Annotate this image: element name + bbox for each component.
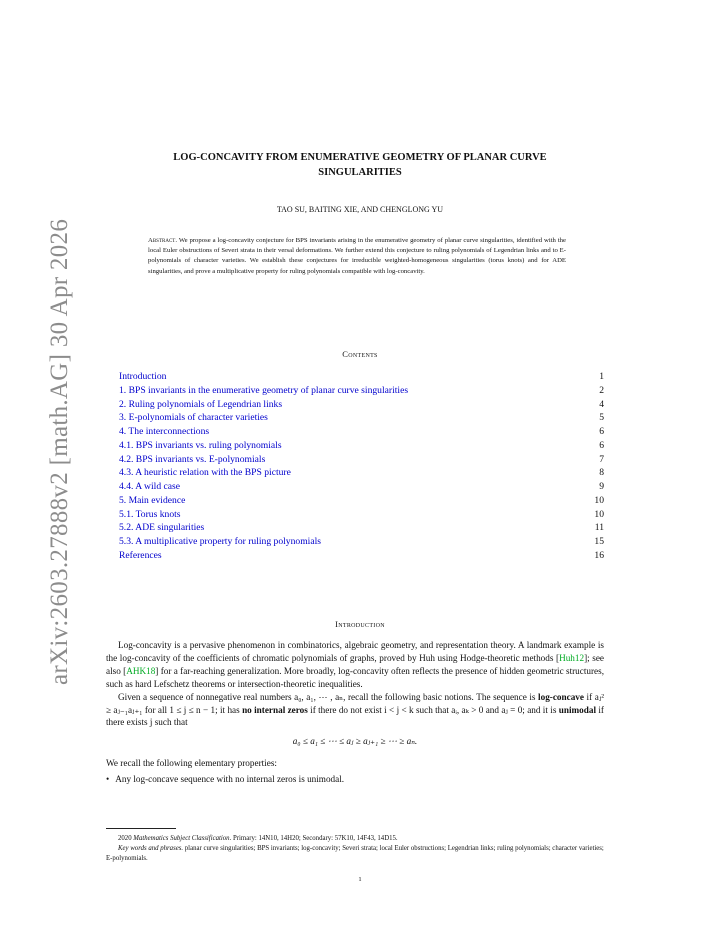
bullet-icon: •: [106, 774, 110, 784]
recall-sentence: We recall the following elementary properties:: [106, 758, 277, 768]
toc-entry-page: 10: [594, 508, 604, 520]
toc-entry[interactable]: [119, 508, 604, 522]
toc-entry-page: 9: [599, 481, 604, 492]
citation-link[interactable]: AHK18: [126, 665, 156, 676]
arxiv-stamp-text: arXiv:2603.27888v2 [math.AG] 30 Apr 2026: [46, 218, 73, 685]
toc-entry-page: 10: [594, 494, 604, 506]
toc-entry[interactable]: [119, 411, 604, 425]
toc-entry-title[interactable]: 4. The interconnections: [119, 426, 210, 437]
authors: TAO SU, BAITING XIE, AND CHENGLONG YU: [276, 205, 444, 214]
citation-link[interactable]: Huh12: [559, 652, 585, 663]
footnote-label: Mathematics Subject Classification.: [133, 835, 232, 842]
toc-entry-title[interactable]: 1. BPS invariants in the enumerative geometry of planar curve singularities: [119, 384, 409, 396]
toc-entry[interactable]: [119, 494, 604, 508]
toc-entry-page: 2: [599, 384, 604, 396]
toc-heading: Contents: [342, 349, 378, 359]
toc-entry-title[interactable]: 5.3. A multiplicative property for ruling polynomials: [119, 536, 321, 547]
toc-entry[interactable]: [119, 425, 604, 439]
toc-entry-page: 16: [594, 549, 604, 561]
display-equation: a₀ ≤ a₁ ≤ ⋯ ≤ aⱼ ≥ aⱼ₊₁ ≥ ⋯ ≥ aₙ.: [292, 736, 418, 746]
paragraph: [106, 639, 604, 691]
toc-entry-title[interactable]: Introduction: [119, 371, 167, 382]
toc-entry[interactable]: [119, 535, 604, 549]
text-run: if there exists j such that: [106, 704, 604, 728]
text-run: if aⱼ² ≥ aⱼ₋₁aⱼ₊₁ for all 1 ≤ j ≤ n − 1; it has: [106, 691, 604, 715]
toc-entry-page: 7: [599, 453, 604, 465]
abstract: [148, 236, 566, 277]
text-run: Given a sequence of nonnegative real numbers a₀, a₁, ⋯ , aₙ, recall the following basic notions. The sequence is: [118, 691, 539, 702]
text-run: Log-concavity is a pervasive phenomenon in combinatorics, algebraic geometry, and representation theory. A landmark example is the log-concavity of the coefficients of chromatic polynomials of graphs, proved by Huh using Hodge-theoretic methods [: [106, 640, 604, 663]
toc-entry[interactable]: [119, 453, 604, 467]
text-run: 2020: [118, 835, 134, 842]
toc-entry-page: 1: [599, 371, 604, 382]
toc-entry-title[interactable]: 4.2. BPS invariants vs. E-polynomials: [119, 453, 266, 465]
table-of-contents: [119, 370, 604, 563]
text-run: if there do not exist i < j < k such that aᵢ, aₖ > 0 and aⱼ = 0; and it is: [307, 704, 559, 715]
toc-entry[interactable]: [119, 480, 604, 494]
toc-entry-title[interactable]: 5.2. ADE singularities: [119, 522, 205, 534]
footnotes: [106, 834, 604, 864]
toc-entry-page: 6: [599, 426, 604, 437]
defined-term: no internal zeros: [242, 704, 308, 715]
toc-entry-page: 6: [599, 439, 604, 451]
toc-entry-page: 15: [594, 536, 604, 547]
toc-entry[interactable]: [119, 521, 604, 535]
toc-entry-title[interactable]: 4.4. A wild case: [119, 481, 181, 492]
footnote-keywords: [106, 844, 604, 864]
toc-entry[interactable]: [119, 370, 604, 384]
defined-term: log-concave: [538, 691, 584, 702]
toc-entry-title[interactable]: 4.1. BPS invariants vs. ruling polynomials: [119, 439, 282, 451]
toc-entry-page: 4: [599, 398, 604, 410]
bullet-text: Any log-concave sequence with no internal zeros is unimodal.: [115, 774, 345, 784]
toc-entry-title[interactable]: 5.1. Torus knots: [119, 508, 181, 520]
title-line-2: SINGULARITIES: [318, 167, 402, 178]
toc-entry[interactable]: [119, 466, 604, 480]
section-heading-introduction: Introduction: [335, 619, 385, 629]
introduction-body: [106, 639, 604, 729]
text-run: Primary: 14N10, 14H20; Secondary: 57K10, 14F43, 14D15.: [231, 835, 398, 842]
toc-entry-page: 8: [599, 467, 604, 479]
title-line-1: LOG-CONCAVITY FROM ENUMERATIVE GEOMETRY OF PLANAR CURVE: [173, 152, 547, 163]
text-run: ] for a far-reaching generalization. More broadly, log-concavity often reflects the presence of hidden geometric structures, such as hard Lefschetz theorems or intersection-theoretic inequalities.: [106, 665, 605, 689]
text-run: planar curve singularities; BPS invariants; log-concavity; Severi strata; local Euler obstructions; Legendrian links; ruling polynomials; character varieties; E-polynomials.: [106, 845, 604, 862]
abstract-text: We propose a log-concavity conjecture for BPS invariants arising in the enumerative geometry of planar curve singularities, identified with the local Euler obstructions of Severi strata in their versal deformations. We further extend this conjecture to ruling polynomials of Legendrian links and to E-polynomials of character varieties. We establish these conjectures for irreducible weighted-homogeneous singularities (torus knots) and for ADE singularities, and prove a multiplicative property for ruling polynomials compatible with log-concavity.: [148, 237, 566, 275]
paragraph: [106, 691, 604, 730]
defined-term: unimodal: [558, 704, 597, 715]
toc-entry-title[interactable]: References: [119, 549, 162, 561]
paper-title: [100, 150, 620, 180]
toc-entry-title[interactable]: 3. E-polynomials of character varieties: [119, 412, 268, 424]
footnote-divider: [106, 828, 176, 829]
text-run: ]; see also [: [106, 652, 605, 676]
footnote-label: Key words and phrases.: [118, 845, 184, 852]
abstract-label: Abstract.: [148, 237, 178, 244]
toc-entry-title[interactable]: 5. Main evidence: [119, 494, 186, 506]
footnote-msc: [106, 834, 604, 844]
toc-entry-page: 5: [599, 412, 604, 424]
toc-entry[interactable]: [119, 439, 604, 453]
arxiv-identifier-stamp: [6, 218, 73, 685]
page-number: 1: [358, 876, 362, 883]
toc-entry[interactable]: [119, 398, 604, 412]
toc-entry-title[interactable]: 2. Ruling polynomials of Legendrian links: [119, 398, 283, 410]
toc-entry[interactable]: [119, 384, 604, 398]
toc-entry-title[interactable]: 4.3. A heuristic relation with the BPS picture: [119, 467, 291, 479]
toc-entry-page: 11: [594, 522, 604, 534]
bullet-item: [106, 774, 344, 784]
toc-entry[interactable]: [119, 549, 604, 563]
